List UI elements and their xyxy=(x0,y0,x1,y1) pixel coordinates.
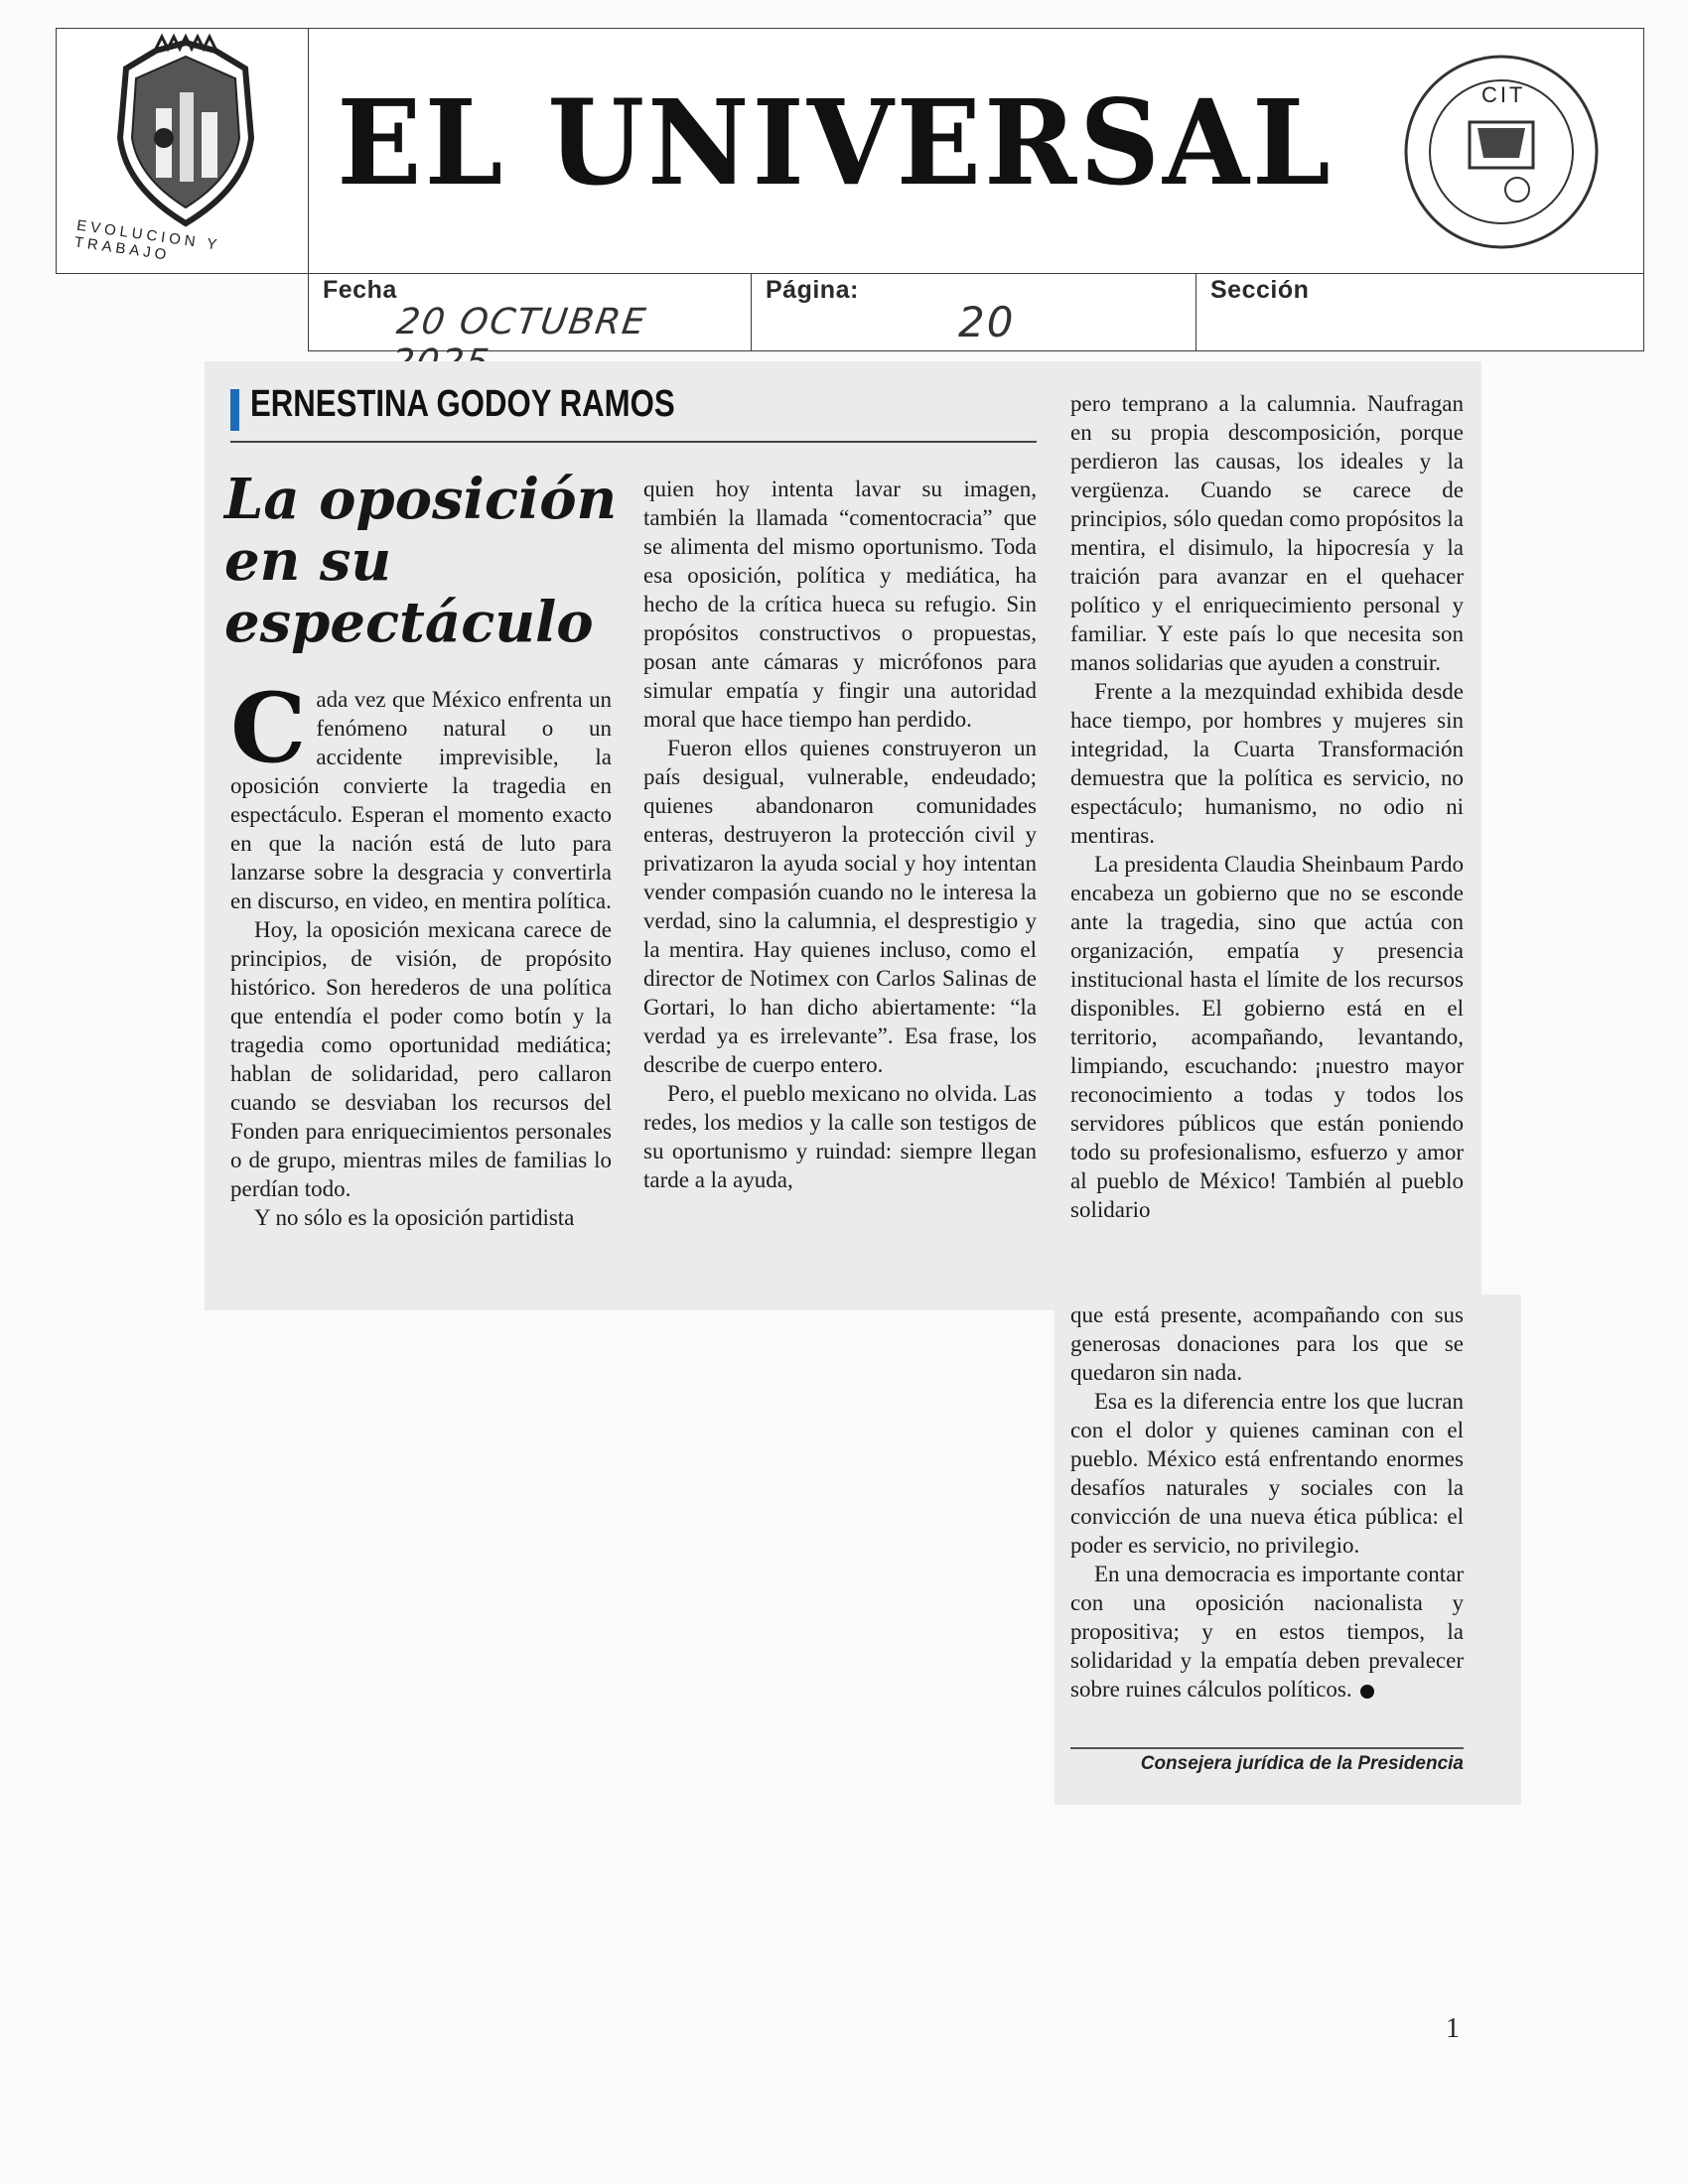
paragraph: En una democracia es importante contar con una oposición nacionalista y propositiva; y en estos tiempos, la solidaridad y la empatía deben prevalecer sobre ruines cálculos políticos. xyxy=(1070,1562,1464,1702)
cit-confederation-seal-icon xyxy=(1360,29,1642,273)
author-signature: Consejera jurídica de la Presidencia xyxy=(1140,1753,1464,1774)
masthead-cell xyxy=(308,28,1362,274)
paragraph: Hoy, la oposición mexicana carece de principios, de visión, de propósito histórico. Son herederos de una política que entendía el poder como botín y la tragedia como oportunidad mediática; hablan de solidaridad, pero callaron cuando se desviaban los recursos del Fonden para enriquecimientos personales o de grupo, mientras miles de familias lo perdían todo. xyxy=(230,917,612,1201)
fecha-label: Fecha xyxy=(323,276,397,304)
paragraph: Esa es la diferencia entre los que lucran con el dolor y quienes caminan con el pueblo. México está enfrentando enormes desafíos naturales y sociales con la convicción de una nueva ética pública: el poder es servicio, no privilegio. xyxy=(1070,1389,1464,1558)
article-column-1 xyxy=(230,672,612,1232)
seccion-label: Sección xyxy=(1210,276,1310,304)
headline-line: espectáculo xyxy=(224,590,594,655)
headline-line: en su xyxy=(224,528,392,594)
paragraph: pero temprano a la calumnia. Naufragan en su propia descomposición, porque perdieron las causas, los ideales y la vergüenza. Cuando se carece de principios, sólo quedan como propósitos la mentira, el disimulo, la hipocresía y la traición para avanzar en el quehacer político y el enriquecimiento personal y familiar. Y este país lo que necesita son manos solidarias que ayuden a construir. xyxy=(1070,391,1464,675)
seccion-cell xyxy=(1196,274,1645,350)
page-number: 1 xyxy=(1446,2013,1460,2044)
author-accent-bar xyxy=(230,389,239,431)
paragraph: La presidenta Claudia Sheinbaum Pardo encabeza un gobierno que no se esconde ante la tragedia, sino que actúa con organización, empatía y presencia institucional hasta el límite de los recursos disponibles. El gobierno está en el territorio, acompañando, levantando, limpiando, escuchando: ¡nuestro mayor reconocimiento a todas y todos los servidores públicos que están poniendo todo su profesionalismo, esfuerzo y amor al pueblo de México! También al pueblo solidario xyxy=(1070,852,1464,1222)
drop-cap: C xyxy=(230,672,307,784)
paragraph: Pero, el pueblo mexicano no olvida. Las redes, los medios y la calle son testigos de su oportunismo y ruindad: siempre llegan tarde a la ayuda, xyxy=(643,1081,1037,1192)
pagina-label: Página: xyxy=(766,276,859,304)
article-headline xyxy=(224,469,641,653)
paragraph: que está presente, acompañando con sus generosas donaciones para los que se quedaron sin nada. xyxy=(1070,1302,1464,1385)
paragraph: Fueron ellos quienes construyeron un país desigual, vulnerable, endeudado; quienes abandonaron comunidades enteras, destruyeron la protección civil y privatizaron la ayuda social y hoy intentan vender compasión cuando no le interesa la verdad, sino la calumnia, el desprestigio y la mentira. Hay quienes incluso, como el director de Notimex con Carlos Salinas de Gortari, lo han dicho abiertamente: “la verdad ya es irrelevante”. Esa frase, los describe de cuerpo entero. xyxy=(643,736,1037,1077)
signature-rule xyxy=(1070,1747,1464,1749)
paragraph: Frente a la mezquindad exhibida desde hace tiempo, por hombres y mujeres sin integridad, la Cuarta Transformación demuestra que la política es servicio, no espectáculo; humanismo, no odio ni mentiras. xyxy=(1070,679,1464,848)
fecha-cell xyxy=(309,274,752,350)
paragraph: Y no sólo es la oposición partidista xyxy=(254,1205,575,1230)
cit-abbreviation: CIT xyxy=(1481,82,1526,107)
headline-line: La oposición xyxy=(224,467,618,532)
fecha-value: 20 OCTUBRE xyxy=(394,302,650,342)
paragraph: Cada vez que México enfrenta un fenómeno natural o un accidente imprevisible, la oposición convierte la tragedia en espectáculo. Esperan el momento exacto en que la nación está de luto para lanzarse sobre la desgracia y convertirla en discurso, en video, en mentira política. xyxy=(230,672,612,913)
newspaper-title: EL UNIVERSAL xyxy=(337,74,1334,212)
right-logo-cell xyxy=(1360,28,1644,274)
metadata-row xyxy=(308,274,1644,351)
author-byline: ERNESTINA GODOY RAMOS xyxy=(250,383,675,425)
article-column-3 xyxy=(1070,389,1464,1224)
pagina-cell xyxy=(752,274,1196,350)
left-logo-motto: EVOLUCION Y TRABAJO xyxy=(72,216,222,264)
left-logo-cell xyxy=(56,28,310,274)
article-column-2 xyxy=(643,475,1037,1194)
pagina-value: 20 xyxy=(958,298,1016,346)
article-column-4 xyxy=(1070,1300,1464,1704)
paragraph: quien hoy intenta lavar su imagen, también la llamada “comentocracia” que se alimenta del mismo oportunismo. Toda esa oposición, política y mediática, ha hecho de la crítica hueca su refugio. Sin propósitos constructivos o propuestas, posan ante cámaras y micrófonos para simular empatía y fingir una autoridad moral que hace tiempo han perdido. xyxy=(643,477,1037,732)
end-mark-icon xyxy=(1360,1685,1374,1699)
byline-rule xyxy=(230,441,1037,443)
